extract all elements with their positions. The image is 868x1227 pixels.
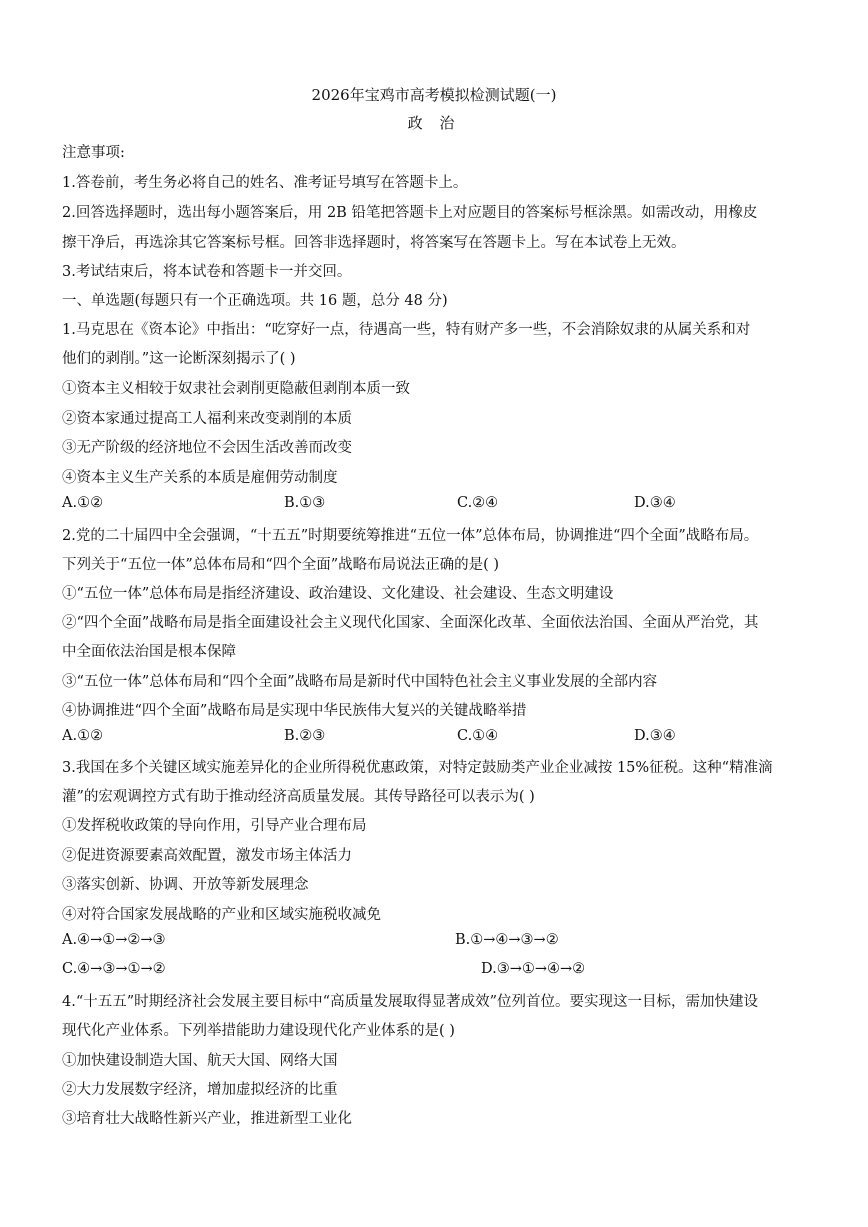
question-item: ①发挥税收政策的导向作用，引导产业合理布局: [62, 818, 367, 834]
notice-item: 3.考试结束后，将本试卷和答题卡一并交回。: [62, 264, 352, 280]
option-c: C.④→③→①→②: [62, 961, 166, 977]
question-item: ①加快建设制造大国、航天大国、网络大国: [62, 1053, 338, 1069]
question-item: ①资本主义相较于奴隶社会剥削更隐蔽但剥削本质一致: [62, 381, 410, 397]
option-c: C.②④: [457, 495, 499, 511]
question-item: ③无产阶级的经济地位不会因生活改善而改变: [62, 440, 352, 456]
question-item: ③落实创新、协调、开放等新发展理念: [62, 877, 309, 893]
option-b: B.①→④→③→②: [455, 932, 559, 948]
question-stem: 2.党的二十届四中全会强调，“十五五”时期要统筹推进“五位一体”总体布局，协调推进“四个全面”战略布局。: [62, 528, 759, 544]
question-item: ②促进资源要素高效配置，激发市场主体活力: [62, 848, 352, 864]
option-a: A.④→①→②→③: [62, 932, 166, 948]
notice-item: 1.答卷前，考生务必将自己的姓名、准考证号填写在答题卡上。: [62, 175, 468, 191]
exam-title: 2026年宝鸡市高考模拟检测试题(一): [311, 86, 557, 104]
option-b: B.②③: [284, 728, 326, 744]
question-item: ④协调推进“四个全面”战略布局是实现中华民族伟大复兴的关键战略举措: [62, 703, 527, 719]
question-stem: 现代化产业体系。下列举措能助力建设现代化产业体系的是( ): [62, 1023, 455, 1039]
section-heading: 一、单选题(每题只有一个正确选项。共 16 题，总分 48 分): [62, 293, 448, 309]
question-stem: 下列关于“五位一体”总体布局和“四个全面”战略布局说法正确的是( ): [62, 557, 500, 573]
option-c: C.①④: [457, 728, 499, 744]
question-item: ②大力发展数字经济，增加虚拟经济的比重: [62, 1082, 338, 1098]
question-item: ④对符合国家发展战略的产业和区域实施税收减免: [62, 907, 381, 923]
question-stem: 4.“十五五”时期经济社会发展主要目标中“高质量发展取得显著成效”位列首位。要实现这一目标，需加快建设: [62, 994, 758, 1010]
question-item: ②资本家通过提高工人福利来改变剥削的本质: [62, 411, 352, 427]
question-stem: 灌”的宏观调控方式有助于推动经济高质量发展。其传导路径可以表示为( ): [62, 789, 535, 805]
option-d: D.③→①→④→②: [481, 961, 586, 977]
notice-heading: 注意事项:: [62, 145, 125, 161]
question-item: ③“五位一体”总体布局和“四个全面”战略布局是新时代中国特色社会主义事业发展的全部内容: [62, 674, 658, 690]
option-d: D.③④: [634, 728, 676, 744]
question-stem: 3.我国在多个关键区域实施差异化的企业所得税优惠政策，对特定鼓励类产业企业减按 15%征税。这种“精准滴: [62, 760, 773, 776]
question-item: ③培育壮大战略性新兴产业，推进新型工业化: [62, 1111, 352, 1127]
option-a: A.①②: [62, 495, 104, 511]
option-a: A.①②: [62, 728, 104, 744]
notice-item: 2.回答选择题时，选出每小题答案后，用 2B 铅笔把答题卡上对应题目的答案标号框涂黑。如需改动，用橡皮: [62, 205, 758, 221]
question-stem: 1.马克思在《资本论》中指出：“吃穿好一点，待遇高一些，特有财产多一些，不会消除奴隶的从属关系和对: [62, 322, 751, 338]
notice-item: 擦干净后，再选涂其它答案标号框。回答非选择题时，将答案写在答题卡上。写在本试卷上无效。: [62, 235, 686, 251]
question-item: ①“五位一体”总体布局是指经济建设、政治建设、文化建设、社会建设、生态文明建设: [62, 586, 614, 602]
option-b: B.①③: [284, 495, 326, 511]
question-item: ②“四个全面”战略布局是指全面建设社会主义现代化国家、全面深化改革、全面依法治国、全面从严治党，其: [62, 615, 759, 631]
question-item: ④资本主义生产关系的本质是雇佣劳动制度: [62, 470, 338, 486]
question-stem: 他们的剥削。”这一论断深刻揭示了( ): [62, 351, 296, 367]
option-d: D.③④: [634, 495, 676, 511]
question-item: 中全面依法治国是根本保障: [62, 644, 236, 660]
exam-subject: 政 治: [407, 114, 461, 132]
